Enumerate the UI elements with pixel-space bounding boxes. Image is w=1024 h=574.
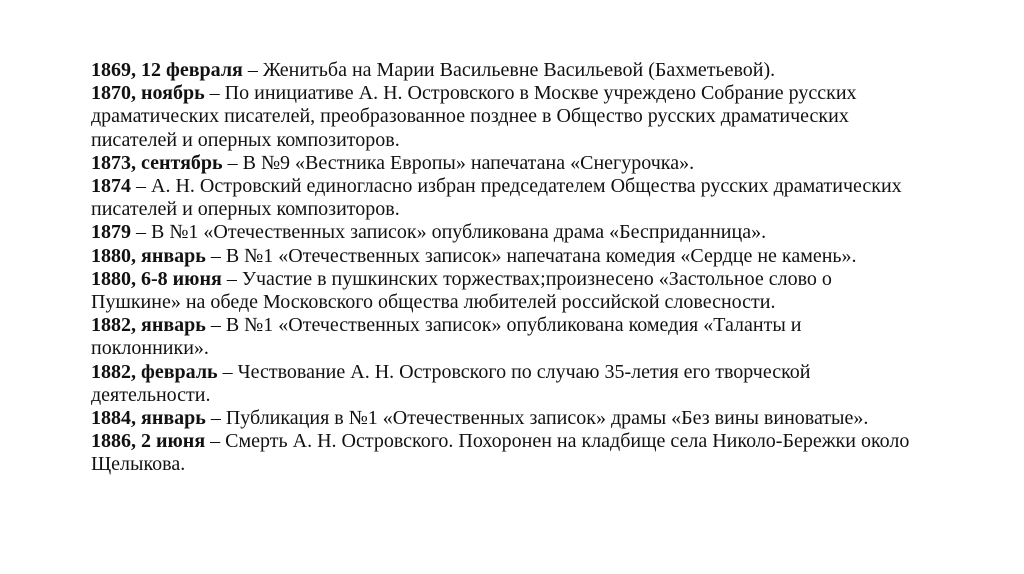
- chronology-entry-1869: [91, 59, 971, 82]
- entry-text: – Участие в пушкинских торжествах;произнесено «Застольное слово о Пушкине» на обеде Московского общества любителей российской словесности.: [91, 267, 832, 314]
- chronology-entry-1874: [91, 175, 971, 221]
- entry-text: – В №1 «Отечественных записок» опубликована драма «Бесприданница».: [131, 221, 767, 244]
- entry-date: 1869, 12 февраля: [91, 59, 243, 81]
- entry-text: – В №9 «Вестника Европы» напечатана «Снегурочка».: [222, 151, 695, 174]
- entry-date: 1882, февраль: [91, 360, 218, 383]
- entry-text: – По инициативе А. Н. Островского в Москве учреждено Собрание русских драматических писателей, преобразованное позднее в Общество русских драматических писателей и оперных композиторов.: [91, 82, 857, 151]
- entry-date: 1880, 6-8 июня: [91, 267, 222, 290]
- entry-date: 1870, ноябрь: [91, 82, 205, 105]
- entry-date: 1873, сентябрь: [91, 151, 223, 174]
- entry-text: – В №1 «Отечественных записок» опубликована комедия «Таланты и поклонники».: [91, 314, 802, 360]
- entry-text: – А. Н. Островский единогласно избран председателем Общества русских драматических писателей и оперных композиторов.: [91, 175, 902, 221]
- chronology-text: [91, 59, 971, 477]
- chronology-entry-1873: [91, 152, 971, 175]
- entry-text: – В №1 «Отечественных записок» напечатана комедия «Сердце не камень».: [205, 244, 857, 267]
- chronology-entry-1882-january: [91, 314, 871, 360]
- chronology-entry-1880-january: [91, 245, 971, 268]
- entry-date: 1886, 2 июня: [91, 430, 206, 453]
- entry-text: – Смерть А. Н. Островского. Похоронен на кладбище села Николо-Бережки около Щелыкова.: [91, 430, 910, 476]
- chronology-entry-1880-june: [91, 268, 881, 314]
- entry-text: – Чествование А. Н. Островского по случаю 35-летия его творческой деятельности.: [91, 360, 811, 406]
- entry-date: 1879: [91, 221, 131, 244]
- chronology-entry-1886: [91, 430, 921, 476]
- entry-date: 1884, январь: [91, 407, 206, 430]
- chronology-entry-1870: [91, 82, 921, 152]
- entry-text: – Публикация в №1 «Отечественных записок» драмы «Без вины виноватые».: [205, 407, 869, 430]
- chronology-entry-1882-february: [91, 361, 871, 407]
- entry-date: 1874: [91, 175, 131, 198]
- chronology-entry-1879: [91, 221, 971, 244]
- entry-date: 1882, январь: [91, 314, 206, 337]
- entry-date: 1880, январь: [91, 244, 206, 267]
- entry-text: – Женитьба на Марии Васильевне Васильевой (Бахметьевой).: [242, 59, 776, 81]
- chronology-entry-1884: [91, 407, 971, 430]
